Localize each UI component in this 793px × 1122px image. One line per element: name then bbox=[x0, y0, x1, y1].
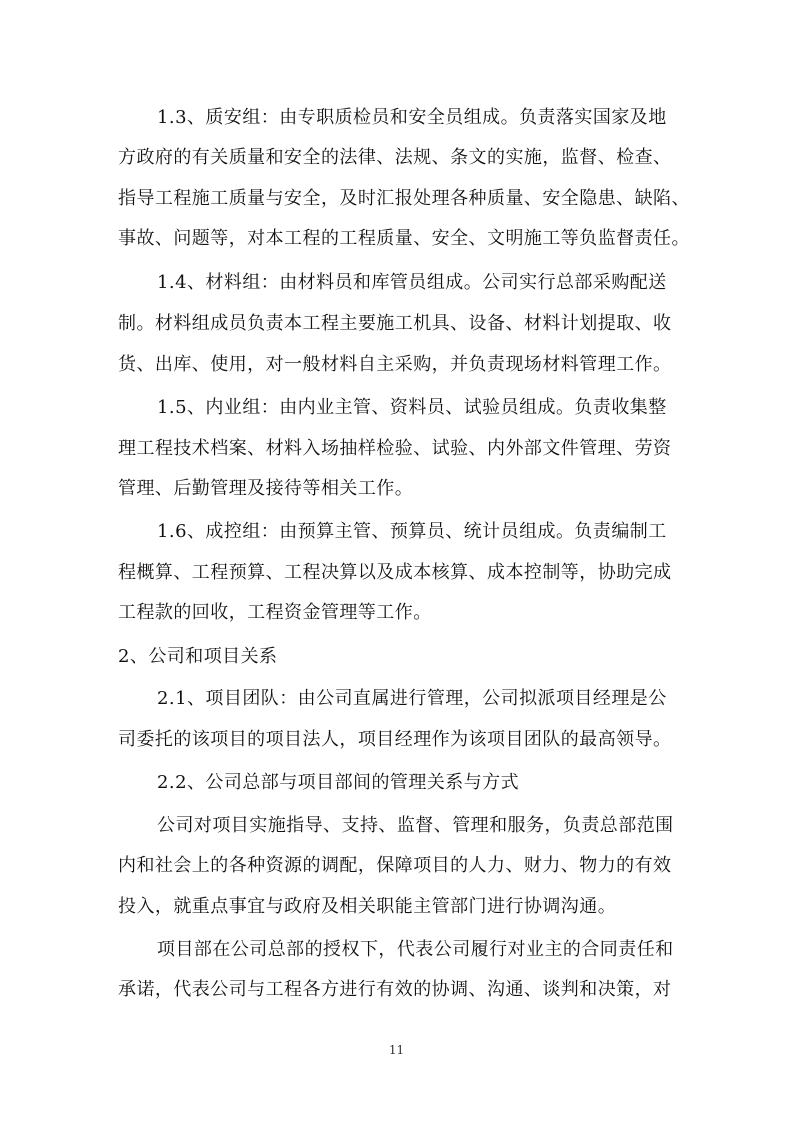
section-heading-2: 2、公司和项目关系 bbox=[118, 646, 278, 667]
para-1-4-line-1: 1.4、材料组：由材料员和库管员组成。公司实行总部采购配送 bbox=[157, 272, 667, 293]
para-1-5-line-3: 管理、后勤管理及接待等相关工作。 bbox=[118, 478, 414, 499]
para-1-4-line-3: 货、出库、使用，对一般材料自主采购，并负责现场材料管理工作。 bbox=[118, 354, 672, 375]
para-company-line-1: 公司对项目实施指导、支持、监督、管理和服务，负责总部范围 bbox=[157, 815, 674, 836]
para-1-6-line-2: 程概算、工程预算、工程决算以及成本核算、成本控制等，协助完成 bbox=[118, 562, 672, 583]
para-2-1-line-2: 司委托的该项目的项目法人，项目经理作为该项目团队的最高领导。 bbox=[118, 729, 672, 750]
para-1-4-line-2: 制。材料组成员负责本工程主要施工机具、设备、材料计划提取、收 bbox=[118, 313, 672, 334]
para-1-3-line-4: 事故、问题等，对本工程的工程质量、安全、文明施工等负监督责任。 bbox=[118, 228, 690, 249]
para-project-line-2: 承诺，代表公司与工程各方进行有效的协调、沟通、谈判和决策，对 bbox=[118, 979, 672, 1000]
para-2-1-line-1: 2.1、项目团队：由公司直属进行管理，公司拟派项目经理是公 bbox=[157, 688, 667, 709]
para-1-6-line-1: 1.6、成控组：由预算主管、预算员、统计员组成。负责编制工 bbox=[157, 521, 667, 542]
page-number: 11 bbox=[388, 1043, 405, 1057]
section-heading-2-2: 2.2、公司总部与项目部间的管理关系与方式 bbox=[157, 772, 520, 793]
para-1-3-line-2: 方政府的有关质量和安全的法律、法规、条文的实施，监督、检查、 bbox=[118, 147, 672, 168]
para-company-line-2: 内和社会上的各种资源的调配，保障项目的人力、财力、物力的有效 bbox=[118, 855, 672, 876]
para-1-3-line-1: 1.3、质安组：由专职质检员和安全员组成。负责落实国家及地 bbox=[157, 107, 667, 128]
para-company-line-3: 投入，就重点事宜与政府及相关职能主管部门进行协调沟通。 bbox=[118, 896, 617, 917]
para-1-5-line-2: 理工程技术档案、材料入场抽样检验、试验、内外部文件管理、劳资 bbox=[118, 438, 672, 459]
para-1-3-line-3: 指导工程施工质量与安全，及时汇报处理各种质量、安全隐患、缺陷、 bbox=[118, 188, 690, 209]
para-1-5-line-1: 1.5、内业组：由内业主管、资料员、试验员组成。负责收集整 bbox=[157, 397, 667, 418]
para-1-6-line-3: 工程款的回收，工程资金管理等工作。 bbox=[118, 602, 432, 623]
para-project-line-1: 项目部在公司总部的授权下，代表公司履行对业主的合同责任和 bbox=[157, 939, 674, 960]
